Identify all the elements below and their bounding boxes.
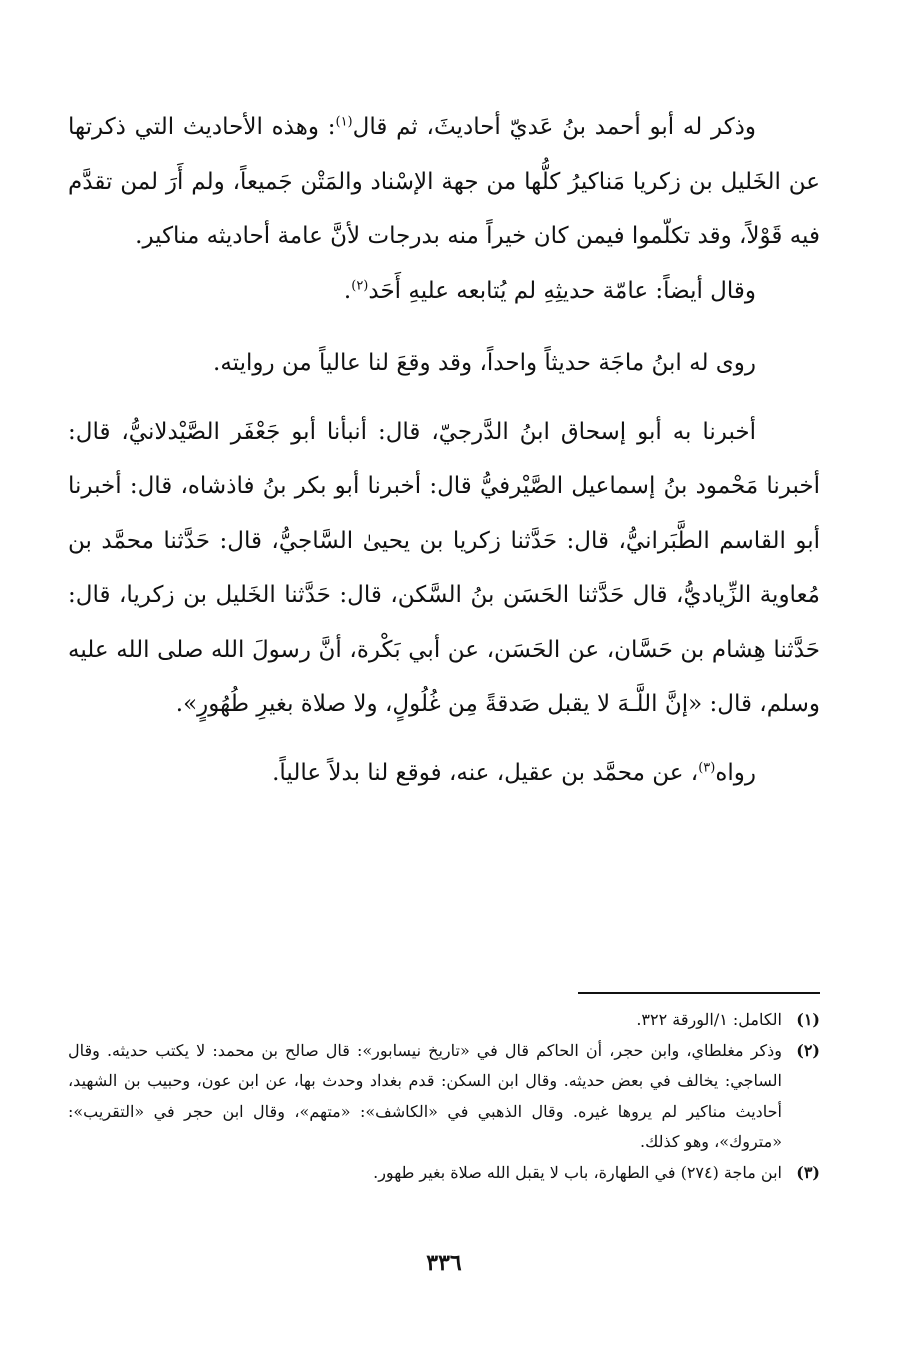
footnote-number: (١) xyxy=(796,1010,820,1029)
paragraph-1-before: وذكر له أبو أحمد بنُ عَديّ أحاديثَ، ثم قال xyxy=(352,114,757,140)
paragraph-1-after: : وهذه الأحاديث التي ذكرتها عن الخَليل بن زكريا مَناكيرُ كلُّها من جهة الإسْناد والمَتْن جَميعاً، ولم أَرَ لمن تقدَّم فيه قَوْلاً، وقد تكلّموا فيمن كان خيراً منه بدرجات لأنَّ عامة أحاديثه مناكير. xyxy=(68,114,820,249)
paragraph-5 xyxy=(68,746,820,801)
spacer xyxy=(68,391,820,405)
spacer xyxy=(68,318,820,336)
footnote-2 xyxy=(68,1036,820,1158)
spacer xyxy=(68,732,820,746)
footnote-text: ابن ماجة (٢٧٤) في الطهارة، باب لا يقبل الله صلاة بغير طهور. xyxy=(373,1162,782,1182)
paragraph-4-isnad: أخبرنا به أبو إسحاق ابنُ الدَّرجيّ، قال: أنبأنا أبو جَعْفَر الصَّيْدلانيُّ، قال: أخبرنا مَحْمود بنُ إسماعيل الصَّيْرفيُّ قال: أخبرنا أبو بكر بنُ فاذشاه، قال: أخبرنا أبو القاسم الطَّبَرانيُّ، قال: حَدَّثنا زكريا بن يحيىٰ السَّاجيُّ، قال: حَدَّثنا محمَّد بن مُعاوية الزِّياديُّ، قال حَدَّثنا الحَسَن بنُ السَّكن، قال: حَدَّثنا الخَليل بن زكريا، قال: حَدَّثنا هِشام بن حَسَّان، عن الحَسَن، عن أبي بَكْرة، أنَّ رسولَ الله صلى الله عليه وسلم، قال: «إنَّ اللَّـهَ لا يقبل صَدقةً مِن غُلُولٍ، ولا صلاة بغيرِ طُهُورٍ». xyxy=(68,418,820,717)
paragraph-2-after: . xyxy=(343,277,352,304)
paragraph-2-before: وقال أيضاً: عامّة حديثِهِ لم يُتابعه عليهِ أَحَد xyxy=(368,277,756,304)
paragraph-2 xyxy=(68,264,820,319)
paragraph-1 xyxy=(68,100,820,264)
footnote-1 xyxy=(68,1005,820,1036)
page-number: ٣٣٦ xyxy=(426,1250,462,1276)
paragraph-5-after: ، عن محمَّد بن عقيل، عنه، فوقع لنا بدلاً عالياً. xyxy=(272,759,699,786)
paragraph-5-before: رواه xyxy=(715,759,756,786)
book-page xyxy=(68,0,820,1345)
footnote-ref-3[interactable]: (٣) xyxy=(698,759,716,775)
footnote-text: الكامل: ١/الورقة ٣٢٢. xyxy=(636,1010,782,1029)
footnotes xyxy=(68,1005,820,1188)
footnote-ref-2[interactable]: (٢) xyxy=(351,277,369,293)
footnote-3 xyxy=(68,1158,820,1189)
paragraph-3: روى له ابنُ ماجَة حديثاً واحداً، وقد وقعَ لنا عالياً من روايته. xyxy=(213,350,756,376)
footnote-text: وذكر مغلطاي، وابن حجر، أن الحاكم قال في «تاريخ نيسابور»: قال صالح بن محمد: لا يكتب حديثه. وقال الساجي: يخالف في بعض حديثه. وقال ابن السكن: قدم بغداد وحدث بها، عن ابن عون، وحبيب بن الشهيد، أحاديث مناكير لم يروها غيره. وقال الذهبي في «الكاشف»: «متهم»، وقال ابن حجر في «التقريب»: «متروك»، وهو كذلك. xyxy=(68,1040,782,1151)
main-text xyxy=(68,100,820,800)
footnote-ref-1[interactable]: (١) xyxy=(335,114,353,130)
footnote-number: (٢) xyxy=(796,1040,820,1060)
footnote-number: (٣) xyxy=(796,1162,820,1182)
footnote-separator xyxy=(578,992,820,994)
